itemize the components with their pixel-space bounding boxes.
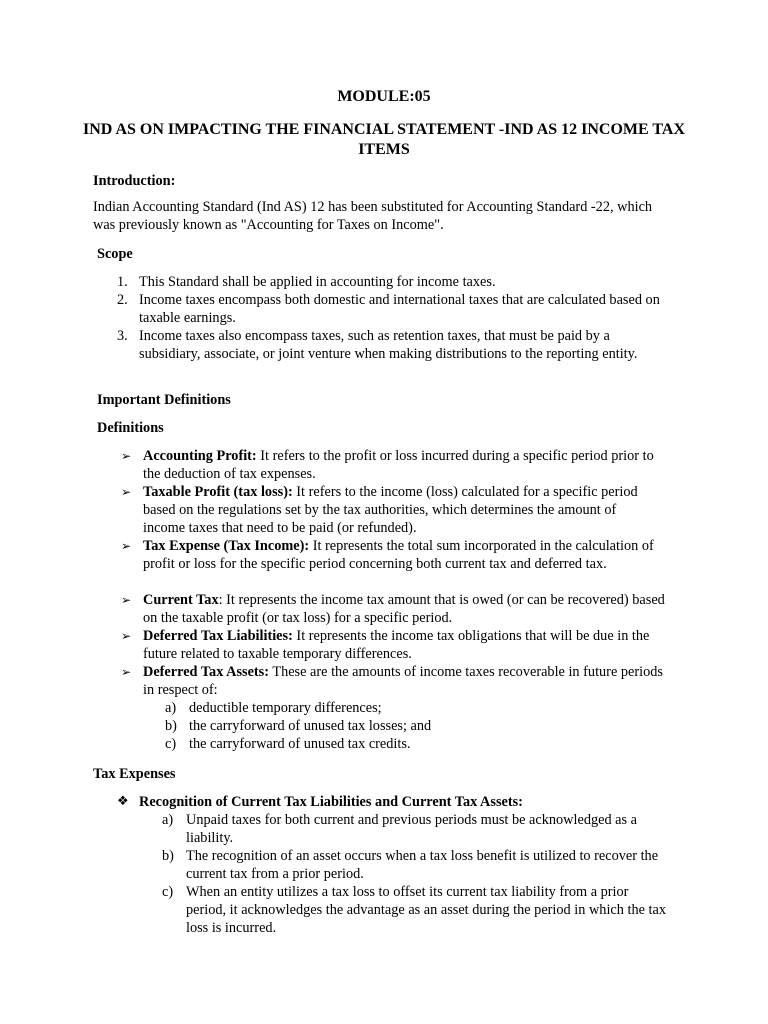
list-text: This Standard shall be applied in accounting for income taxes. xyxy=(139,274,496,290)
definition-text: : It represents the income tax amount that is owed (or can be recovered) based on the taxable profit (or tax loss) for a specific period. xyxy=(143,592,665,626)
scope-heading: Scope xyxy=(97,246,133,262)
list-text: Unpaid taxes for both current and previous periods must be acknowledged as a liability. xyxy=(186,812,638,846)
tax-expenses-heading: Tax Expenses xyxy=(93,766,176,782)
definition-entry xyxy=(143,663,668,699)
definition-term: Tax Expense (Tax Income): xyxy=(143,538,310,554)
definitions-heading: Definitions xyxy=(97,420,164,436)
definition-entry xyxy=(143,483,648,537)
list-text: When an entity utilizes a tax loss to offset its current tax liability from a prior period, it acknowledges the advantage as an asset during the period in which the tax loss is incurred. xyxy=(186,884,666,936)
diamond-bullet-icon: ❖ xyxy=(117,794,129,809)
recognition-heading: Recognition of Current Tax Liabilities and Current Tax Assets: xyxy=(139,794,523,810)
definition-text: It represents the total sum incorporated in the calculation of profit or loss for the specific period concerning both current tax and deferred tax. xyxy=(143,538,654,572)
arrow-bullet-icon: ➢ xyxy=(121,539,132,553)
definition-entry xyxy=(143,447,663,483)
list-number: 3. xyxy=(117,328,128,344)
list-item xyxy=(0,273,768,291)
list-text: The recognition of an asset occurs when a tax loss benefit is utilized to recover the current tax from a prior period. xyxy=(186,848,659,882)
recognition-row xyxy=(0,793,768,811)
arrow-bullet-icon: ➢ xyxy=(121,629,132,643)
list-item xyxy=(0,717,768,735)
list-text: the carryforward of unused tax losses; and xyxy=(189,718,432,734)
list-text: deductible temporary differences; xyxy=(189,700,382,716)
definition-entry xyxy=(143,591,678,627)
list-item xyxy=(0,699,768,717)
definition-entry xyxy=(143,627,678,663)
important-definitions-heading: Important Definitions xyxy=(97,392,231,408)
list-number: 1. xyxy=(117,274,128,290)
list-text: Income taxes encompass both domestic and international taxes that are calculated based on taxable earnings. xyxy=(139,292,660,326)
list-letter: c) xyxy=(162,884,174,900)
arrow-bullet-icon: ➢ xyxy=(121,593,132,607)
definition-term: Accounting Profit: xyxy=(143,448,257,464)
page-title: IND AS ON IMPACTING THE FINANCIAL STATEMENT -IND AS 12 INCOME TAX ITEMS xyxy=(82,121,685,158)
list-letter: a) xyxy=(162,812,174,828)
arrow-bullet-icon: ➢ xyxy=(121,665,132,679)
list-letter: b) xyxy=(165,718,177,734)
list-letter: a) xyxy=(165,700,177,716)
definition-term: Taxable Profit (tax loss): xyxy=(143,484,293,500)
intro-paragraph: Indian Accounting Standard (Ind AS) 12 has been substituted for Accounting Standard -22, which was previously known as "Accounting for Taxes on Income". xyxy=(93,199,653,233)
definition-entry xyxy=(143,537,663,573)
definition-text: It refers to the income (loss) calculated for a specific period based on the regulations set by the tax authorities, which determines the amount of income taxes that need to be paid (or refunded). xyxy=(143,484,638,536)
definition-text: It represents the income tax obligations that will be due in the future related to taxable temporary differences. xyxy=(143,628,650,662)
arrow-bullet-icon: ➢ xyxy=(121,485,132,499)
arrow-bullet-icon: ➢ xyxy=(121,449,132,463)
definition-term: Deferred Tax Liabilities: xyxy=(143,628,293,644)
list-item xyxy=(0,735,768,753)
intro-heading: Introduction: xyxy=(93,173,176,189)
list-letter: c) xyxy=(165,736,177,752)
definition-text: These are the amounts of income taxes recoverable in future periods in respect of: xyxy=(143,664,663,698)
definition-term: Deferred Tax Assets: xyxy=(143,664,270,680)
module-label: MODULE:05 xyxy=(337,88,431,105)
list-text: Income taxes also encompass taxes, such as retention taxes, that must be paid by a subsidiary, associate, or joint venture when making distributions to the reporting entity. xyxy=(139,328,638,362)
definition-text: It refers to the profit or loss incurred during a specific period prior to the deduction of tax expenses. xyxy=(143,448,654,482)
definition-term: Current Tax xyxy=(143,592,219,608)
list-number: 2. xyxy=(117,292,128,308)
list-letter: b) xyxy=(162,848,174,864)
list-text: the carryforward of unused tax credits. xyxy=(189,736,411,752)
